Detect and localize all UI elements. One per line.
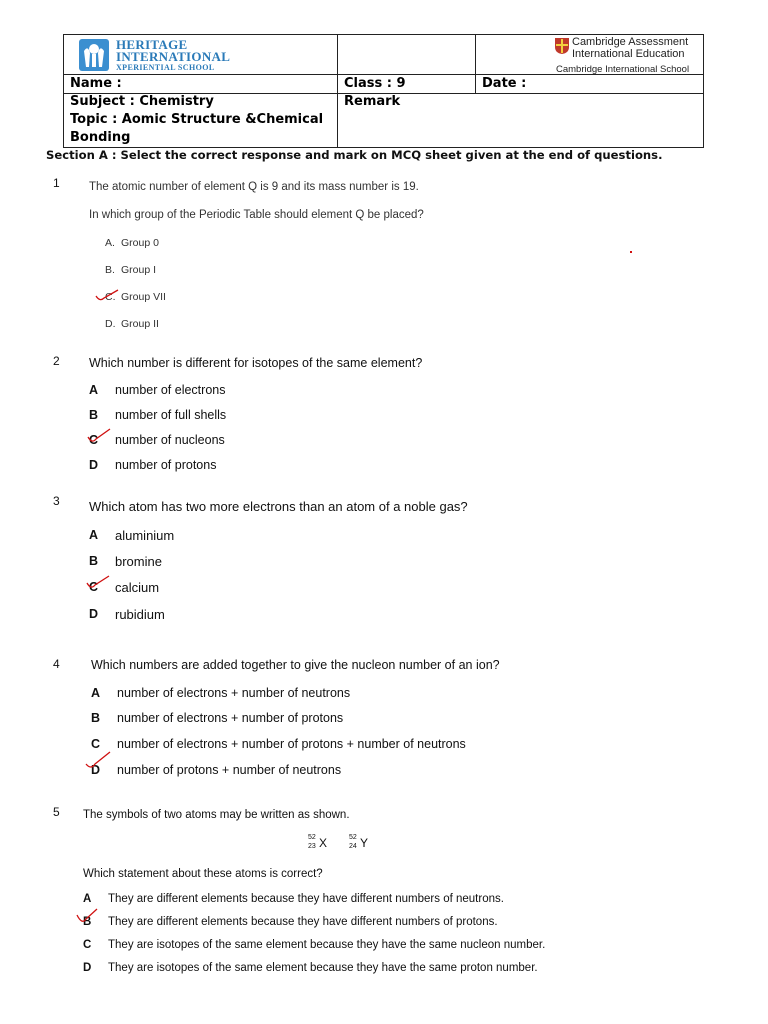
option-text: Group VII (121, 291, 166, 303)
option-label: D (89, 458, 99, 472)
option-label: C (83, 939, 92, 951)
option-label: D. (105, 318, 116, 330)
question-text: Which atom has two more electrons than an atom of a noble gas? (89, 499, 468, 514)
subject-label: Subject : Chemistry (70, 94, 214, 109)
option-label: C (91, 737, 101, 751)
answer-tick-mark (84, 750, 114, 772)
option-text: They are different elements because they have different numbers of neutrons. (108, 893, 504, 905)
question-text: The atomic number of element Q is 9 and its mass number is 19. (89, 181, 419, 193)
option-text: number of electrons + number of neutrons (117, 686, 351, 700)
option-text: Group 0 (121, 237, 159, 249)
mass-number: 52 (349, 834, 357, 841)
question-text: The symbols of two atoms may be written as shown. (83, 809, 350, 821)
nuclide-symbol-y (349, 834, 375, 856)
school-name-line1: HERITAGE (116, 37, 188, 52)
question-text: In which group of the Periodic Table should element Q be placed? (89, 209, 424, 221)
option-label: D (83, 962, 92, 974)
mass-number: 52 (308, 834, 316, 841)
school-logo (76, 37, 256, 73)
cambridge-line1: Cambridge Assessment (572, 36, 689, 48)
school-name-line3: XPERIENTIAL SCHOOL (116, 63, 215, 72)
option-text: bromine (115, 554, 162, 569)
answer-tick-mark (85, 574, 113, 592)
question-number: 4 (53, 657, 60, 671)
nuclide-symbol-x (308, 834, 334, 856)
option-label: D (89, 607, 99, 621)
option-label: A (83, 893, 92, 905)
option-label: B (89, 408, 99, 422)
option-text: number of protons + number of neutrons (117, 763, 342, 777)
atomic-number: 23 (308, 843, 316, 850)
question-text: Which statement about these atoms is correct? (83, 868, 323, 880)
question-number: 1 (53, 176, 60, 190)
name-field-label: Name : (70, 76, 122, 91)
option-label: B. (105, 264, 115, 276)
option-text: Group I (121, 264, 157, 276)
cambridge-shield-icon (554, 37, 570, 55)
option-label: B (89, 554, 99, 568)
option-text: They are isotopes of the same element because they have the same nucleon number. (108, 939, 546, 951)
option-label: C (89, 580, 99, 594)
option-text: number of protons (115, 458, 217, 472)
question-text: Which numbers are added together to give the nucleon number of an ion? (91, 658, 500, 672)
element-symbol: Y (360, 836, 369, 850)
remark-label: Remark (344, 94, 401, 109)
question-number: 5 (53, 805, 60, 819)
answer-tick-mark (86, 427, 114, 445)
option-label: A (89, 383, 99, 397)
element-symbol: X (319, 836, 328, 850)
option-text: number of nucleons (115, 433, 225, 447)
question-text: Which number is different for isotopes of the same element? (89, 356, 423, 370)
school-emblem-icon (76, 37, 112, 73)
answer-tick-mark (94, 288, 124, 304)
option-text: calcium (115, 580, 160, 595)
class-label: Class : 9 (344, 76, 406, 91)
option-text: They are isotopes of the same element because they have the same proton number. (108, 962, 538, 974)
question-number: 2 (53, 354, 60, 368)
red-dot-mark (630, 251, 632, 253)
topic-label-line2: Bonding (70, 130, 131, 145)
header-table (63, 34, 704, 148)
option-text: Group II (121, 318, 159, 330)
divider (475, 35, 476, 94)
option-text: rubidium (115, 607, 165, 622)
topic-label-line1: Topic : Aomic Structure &Chemical (70, 112, 324, 127)
atomic-number: 24 (349, 843, 357, 850)
option-label: D (91, 763, 101, 777)
cambridge-line2: International Education (572, 48, 685, 60)
cambridge-line3: Cambridge International School (556, 64, 690, 75)
option-text: number of full shells (115, 408, 227, 422)
date-field-label: Date : (482, 76, 527, 91)
cambridge-logo (552, 36, 702, 74)
school-name-line2: INTERNATIONAL (116, 49, 231, 64)
option-text: number of electrons (115, 383, 226, 397)
option-label: C (89, 433, 99, 447)
answer-tick-mark (75, 907, 101, 927)
option-text: They are different elements because they have different numbers of protons. (108, 916, 498, 928)
option-label: B (83, 916, 92, 928)
option-label: A (89, 528, 99, 542)
option-text: aluminium (115, 528, 175, 543)
option-text: number of electrons + number of protons + number of neutrons (117, 737, 466, 751)
option-label: B (91, 711, 101, 725)
option-label: A. (105, 237, 115, 249)
section-title: Section A : Select the correct response and mark on MCQ sheet given at the end of questions. (46, 148, 663, 162)
divider (337, 35, 338, 148)
option-text: number of electrons + number of protons (117, 711, 344, 725)
question-number: 3 (53, 494, 60, 508)
option-label: A (91, 686, 101, 700)
option-label: C. (105, 291, 116, 303)
